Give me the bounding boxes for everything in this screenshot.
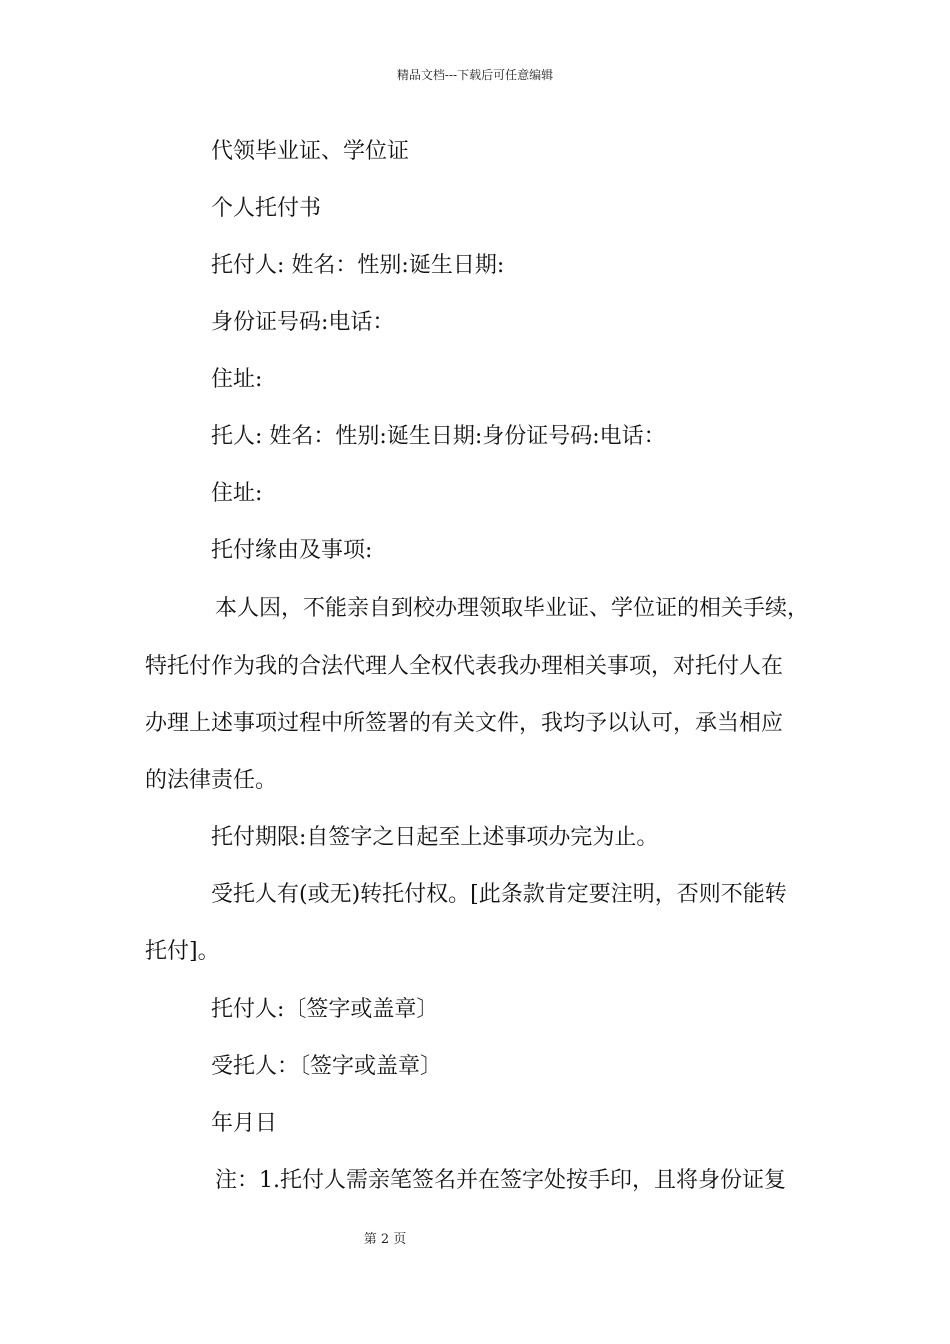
body-paragraph-line: 的法律责任。 [145, 768, 278, 793]
body-paragraph-line: 特托付作为我的合法代理人全权代表我办理相关事项，对托付人在 [145, 654, 784, 679]
body-paragraph-line: 本人因，不能亲自到校办理领取毕业证、学位证的相关手续， [215, 596, 810, 621]
sub-authorization-line: 受托人有(或无)转托付权。[此条款肯定要注明，否则不能转 [211, 882, 787, 907]
agent-info-line: 托人: 姓名：性别:诞生日期:身份证号码:电话： [211, 424, 666, 449]
principal-info-line: 托付人: 姓名：性别:诞生日期: [211, 253, 505, 278]
principal-signature-line: 托付人:〔签字或盖章〕 [211, 997, 439, 1022]
date-line: 年月日 [211, 1111, 278, 1136]
page-header: 精品文档---下载后可任意编辑 [396, 68, 554, 82]
page-number: 第 2 页 [363, 1232, 407, 1247]
period-line: 托付期限:自签字之日起至上述事项办完为止。 [211, 825, 659, 850]
doc-title: 代领毕业证、学位证 [211, 139, 410, 164]
note-line: 注：1.托付人需亲笔签名并在签字处按手印，且将身份证复 [215, 1168, 786, 1193]
body-paragraph-line: 办理上述事项过程中所签署的有关文件，我均予以认可，承当相应 [145, 711, 784, 736]
reason-heading: 托付缘由及事项: [211, 538, 373, 563]
principal-address-line: 住址: [211, 367, 263, 392]
sub-authorization-line: 托付]。 [145, 939, 220, 964]
doc-subtitle: 个人托付书 [211, 196, 322, 221]
principal-id-phone-line: 身份证号码:电话： [211, 310, 395, 335]
agent-address-line: 住址: [211, 481, 263, 506]
agent-signature-line: 受托人：〔签字或盖章〕 [211, 1054, 443, 1079]
